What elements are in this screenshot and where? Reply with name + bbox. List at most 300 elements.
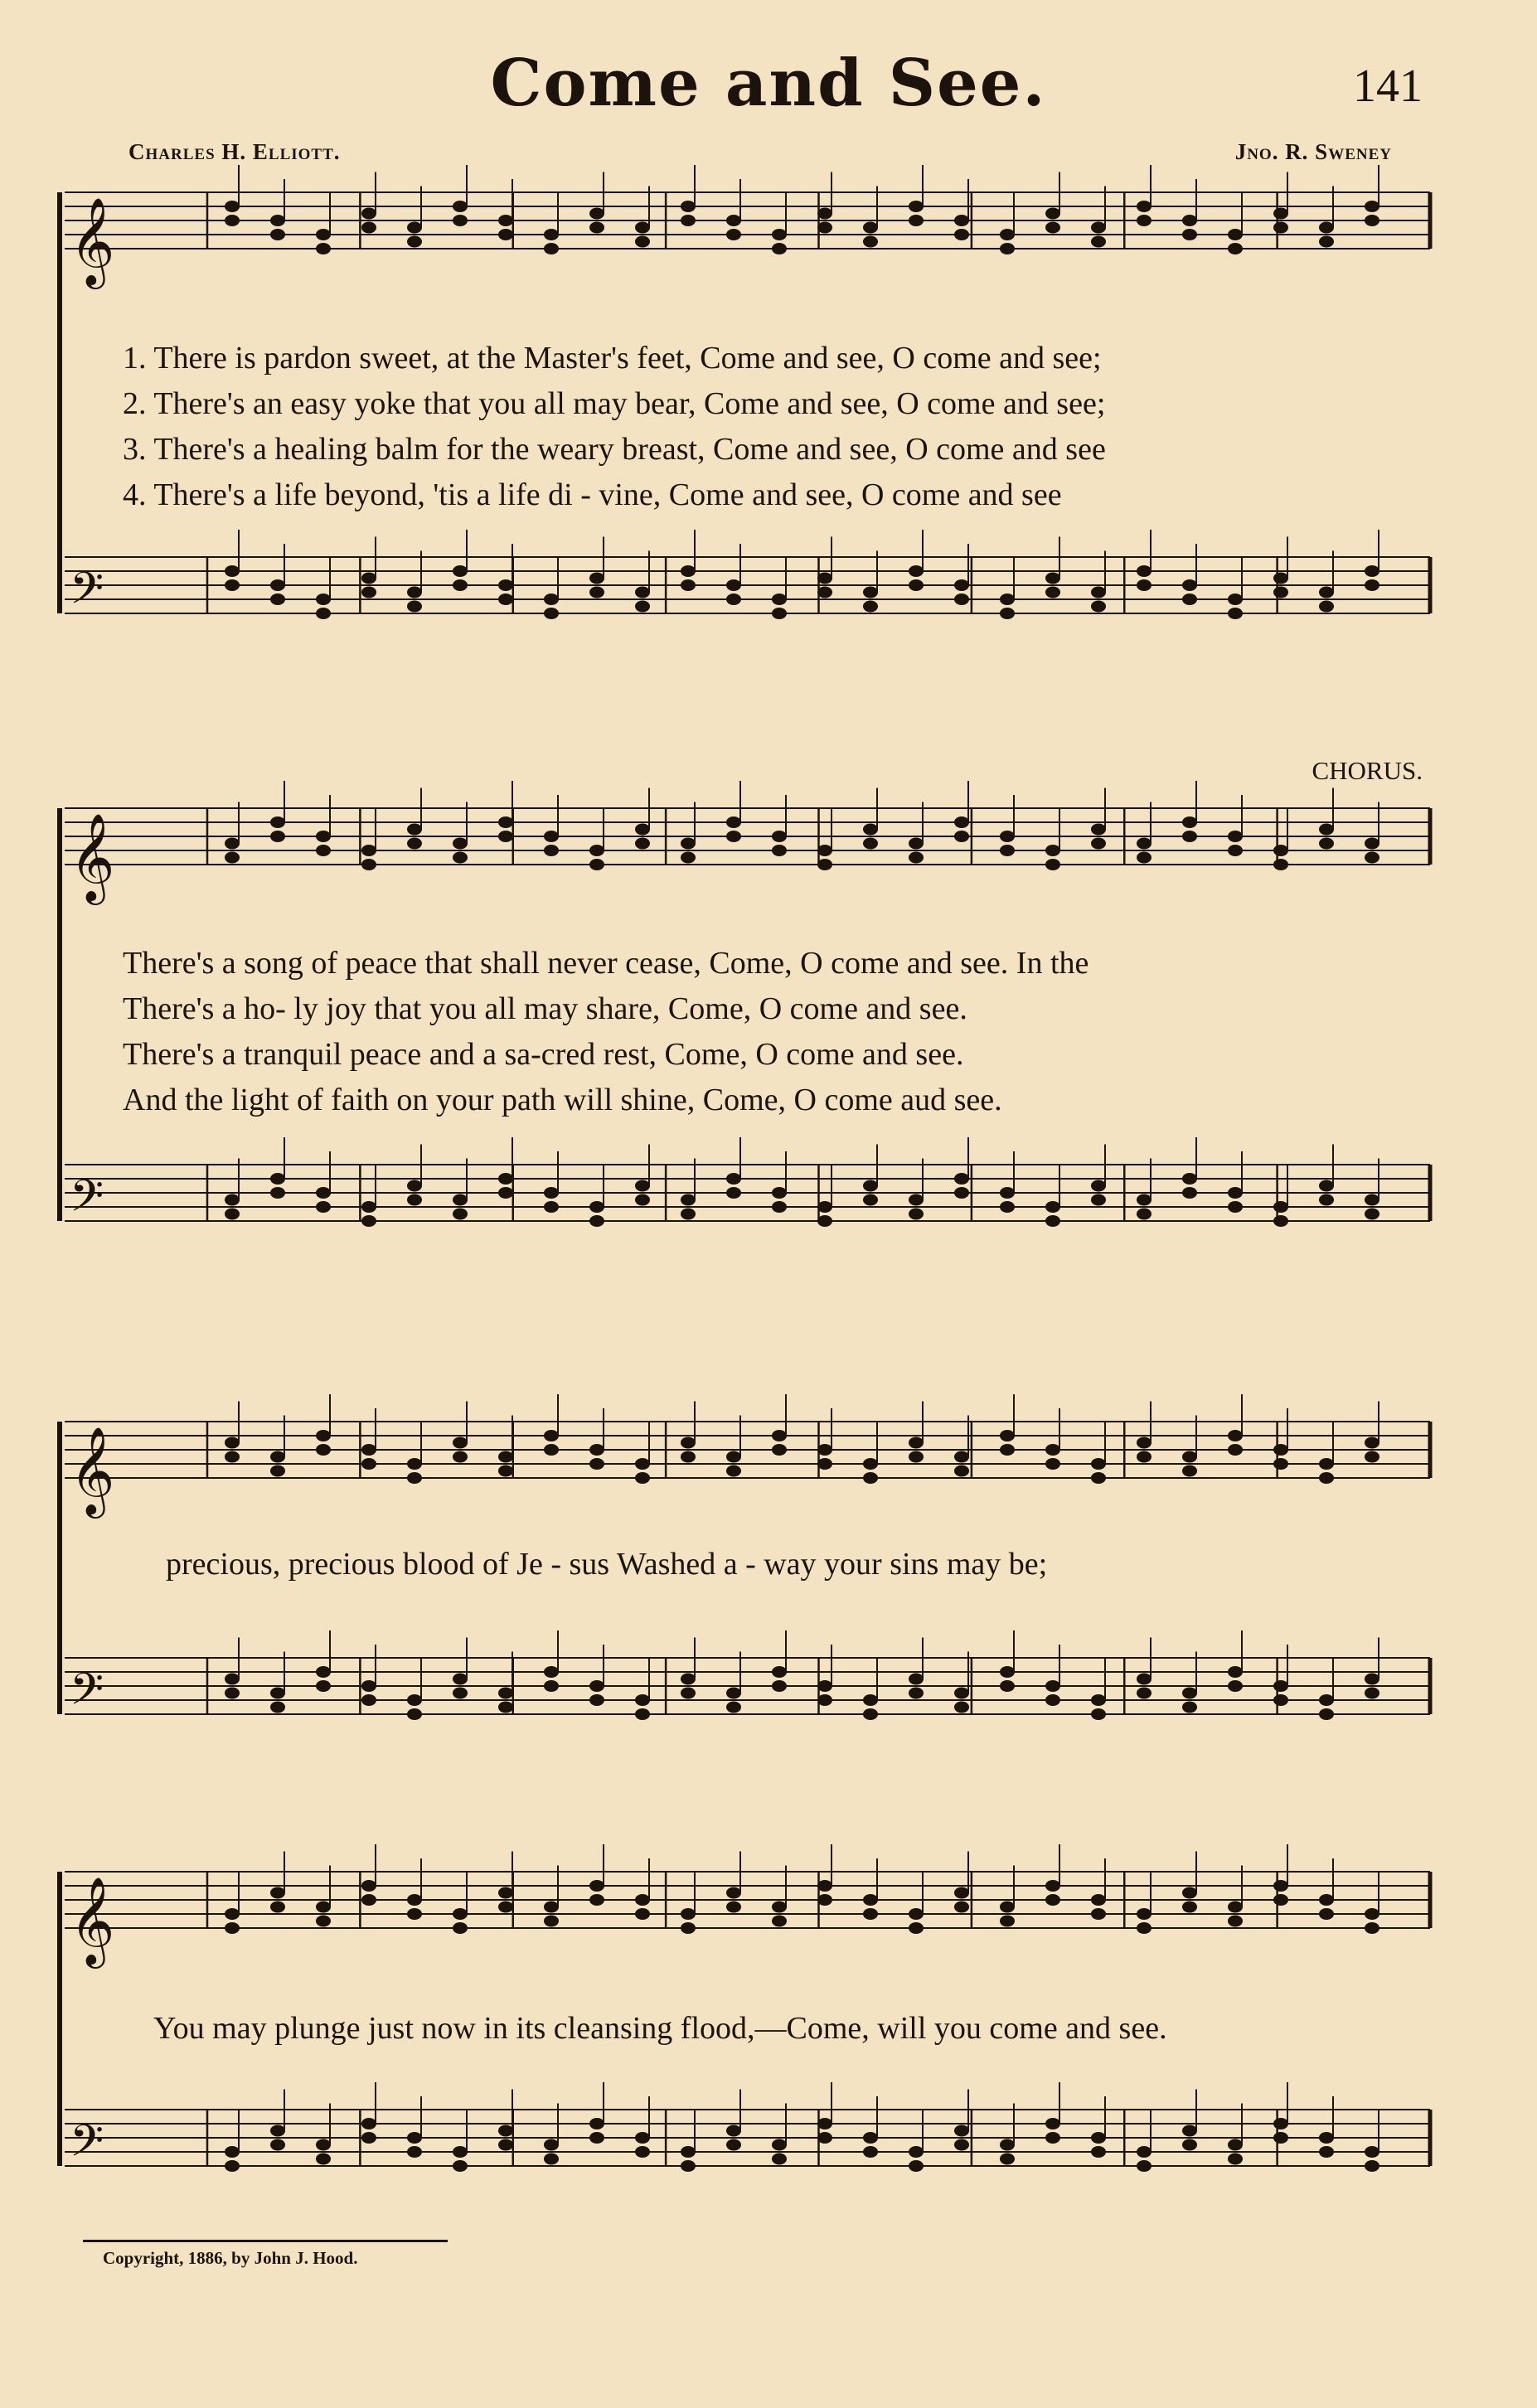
note-head (772, 845, 787, 856)
note-head (361, 1458, 376, 1470)
note-head (863, 587, 878, 598)
note-head (1000, 1444, 1015, 1456)
note-head (1228, 2139, 1243, 2151)
note-head (1137, 838, 1152, 850)
note-head (1319, 2132, 1334, 2144)
note-head (1091, 222, 1106, 234)
note-head (726, 1702, 741, 1713)
note-head (726, 1688, 741, 1699)
note-head (270, 1173, 285, 1185)
note-head (909, 838, 924, 850)
note-head (498, 1902, 513, 1913)
note-head (407, 824, 422, 836)
note-head (909, 1674, 924, 1685)
note-head (1273, 1215, 1288, 1227)
note-head (270, 594, 285, 605)
note-head (1319, 838, 1334, 850)
note-head (635, 601, 650, 613)
note-head (681, 2160, 696, 2172)
note-head (681, 1674, 696, 1685)
note-head (453, 852, 468, 864)
note-head (1273, 1201, 1288, 1213)
note-head (1000, 1430, 1015, 1441)
note-head (681, 565, 696, 577)
note-head (817, 845, 832, 856)
note-head (498, 1887, 513, 1899)
note-head (270, 215, 285, 226)
note-head (726, 1187, 741, 1199)
chorus-line-2: You may plunge just now in its cleansing flood,—Come, will you come and see. (153, 2011, 1167, 2046)
note-head (1091, 1194, 1106, 1206)
note-head (1273, 845, 1288, 856)
note-head (407, 1908, 422, 1920)
note-head (1045, 1894, 1060, 1906)
note-head (316, 243, 331, 254)
note-head (1045, 1880, 1060, 1892)
note-head (270, 579, 285, 591)
note-head (1182, 579, 1197, 591)
note-head (863, 1194, 878, 1206)
note-head (681, 1437, 696, 1449)
note-head (1319, 1694, 1334, 1706)
note-head (909, 201, 924, 212)
note-head (772, 229, 787, 240)
note-head (225, 215, 240, 226)
note-head (1137, 1908, 1152, 1920)
note-head (544, 1444, 559, 1456)
note-head (498, 229, 513, 240)
note-head (589, 1444, 604, 1456)
note-head (225, 1194, 240, 1206)
note-head (1137, 2146, 1152, 2158)
note-head (498, 1702, 513, 1713)
note-head (589, 1458, 604, 1470)
note-head (1273, 222, 1288, 234)
note-head (1182, 1887, 1197, 1899)
note-head (909, 215, 924, 226)
note-head (1365, 579, 1379, 591)
note-head (544, 2139, 559, 2151)
note-head (1228, 1444, 1243, 1456)
note-head (635, 1694, 650, 1706)
note-head (361, 845, 376, 856)
bass-clef-icon: 𝄢 (70, 564, 104, 625)
note-head (817, 208, 832, 220)
note-head (1137, 1209, 1152, 1220)
note-head (1319, 1708, 1334, 1720)
note-head (772, 1201, 787, 1213)
note-head (270, 229, 285, 240)
note-head (453, 2160, 468, 2172)
note-head (270, 1187, 285, 1199)
note-head (1000, 845, 1015, 856)
note-head (1228, 594, 1243, 605)
note-head (453, 1908, 468, 1920)
note-head (361, 1444, 376, 1456)
note-head (681, 1908, 696, 1920)
note-head (681, 852, 696, 864)
note-head (316, 229, 331, 240)
note-head (954, 1887, 969, 1899)
note-head (1182, 229, 1197, 240)
note-head (909, 2160, 924, 2172)
note-head (954, 1702, 969, 1713)
verse-line-1: 1. There is pardon sweet, at the Master's feet, Come and see, O come and see; (123, 341, 1102, 375)
note-head (225, 1908, 240, 1920)
note-head (407, 2146, 422, 2158)
note-head (863, 222, 878, 234)
note-head (726, 1887, 741, 1899)
note-head (1000, 2139, 1015, 2151)
note-head (589, 1880, 604, 1892)
note-head (1228, 229, 1243, 240)
note-head (498, 1451, 513, 1463)
note-head (1365, 1209, 1379, 1220)
note-head (817, 1680, 832, 1692)
note-head (316, 1680, 331, 1692)
note-head (954, 816, 969, 828)
note-head (1045, 587, 1060, 598)
note-head (316, 845, 331, 856)
note-head (681, 1451, 696, 1463)
note-head (1273, 1680, 1288, 1692)
note-head (589, 2118, 604, 2129)
note-head (909, 852, 924, 864)
note-head (909, 1194, 924, 1206)
note-head (772, 1187, 787, 1199)
note-head (681, 579, 696, 591)
note-head (316, 1444, 331, 1456)
note-head (1228, 1902, 1243, 1913)
note-head (1365, 1908, 1379, 1920)
note-head (772, 608, 787, 619)
note-head (1273, 1444, 1288, 1456)
note-head (726, 1173, 741, 1185)
note-head (589, 1215, 604, 1227)
note-head (1137, 1451, 1152, 1463)
note-head (909, 1922, 924, 1934)
note-head (361, 1201, 376, 1213)
note-head (1273, 859, 1288, 870)
note-head (361, 208, 376, 220)
note-head (225, 201, 240, 212)
note-head (772, 1444, 787, 1456)
composer-credit: Jno. R. Sweney (1234, 139, 1392, 164)
chorus-line-1: precious, precious blood of Je - sus Washed a - way your sins may be; (166, 1547, 1048, 1582)
note-head (453, 1437, 468, 1449)
note-head (589, 845, 604, 856)
note-head (1182, 2139, 1197, 2151)
note-head (316, 2154, 331, 2165)
note-head (1045, 208, 1060, 220)
note-head (1273, 208, 1288, 220)
note-head (1319, 1894, 1334, 1906)
verse2-line-4: And the light of faith on your path will shine, Come, O come aud see. (123, 1083, 1002, 1117)
note-head (726, 831, 741, 842)
note-head (544, 594, 559, 605)
note-head (1045, 573, 1060, 584)
note-head (1091, 601, 1106, 613)
note-head (1319, 2146, 1334, 2158)
note-head (635, 236, 650, 248)
note-head (361, 2118, 376, 2129)
note-head (1273, 2118, 1288, 2129)
note-head (498, 594, 513, 605)
note-head (453, 1451, 468, 1463)
note-head (498, 215, 513, 226)
note-head (1045, 1215, 1060, 1227)
note-head (1273, 2132, 1288, 2144)
note-head (316, 2139, 331, 2151)
note-head (544, 608, 559, 619)
note-head (1045, 845, 1060, 856)
hymn-title: Come and See. (490, 46, 1047, 121)
note-head (544, 845, 559, 856)
note-head (544, 1187, 559, 1199)
note-head (589, 1694, 604, 1706)
note-head (498, 2125, 513, 2137)
note-head (316, 594, 331, 605)
note-head (635, 1180, 650, 1192)
note-head (635, 838, 650, 850)
note-head (909, 565, 924, 577)
note-head (270, 1451, 285, 1463)
note-head (1137, 1437, 1152, 1449)
note-head (1182, 215, 1197, 226)
note-head (1273, 1458, 1288, 1470)
note-head (1182, 1173, 1197, 1185)
note-head (954, 229, 969, 240)
note-head (407, 222, 422, 234)
note-head (1045, 1458, 1060, 1470)
note-head (361, 222, 376, 234)
note-head (1228, 608, 1243, 619)
note-head (1273, 1894, 1288, 1906)
note-head (817, 2132, 832, 2144)
note-head (589, 573, 604, 584)
note-head (361, 1680, 376, 1692)
note-head (1137, 852, 1152, 864)
note-head (1000, 1680, 1015, 1692)
note-head (498, 2139, 513, 2151)
note-head (498, 579, 513, 591)
note-head (1137, 2160, 1152, 2172)
note-head (1273, 587, 1288, 598)
note-head (954, 831, 969, 842)
note-head (863, 236, 878, 248)
note-head (1228, 1201, 1243, 1213)
note-head (1091, 2132, 1106, 2144)
note-head (1365, 1674, 1379, 1685)
note-head (1228, 1187, 1243, 1199)
note-head (1319, 222, 1334, 234)
note-head (225, 838, 240, 850)
note-head (1365, 1451, 1379, 1463)
author-credit: Charles H. Elliott. (128, 139, 341, 164)
note-head (1137, 579, 1152, 591)
note-head (1182, 1902, 1197, 1913)
note-head (863, 2132, 878, 2144)
note-head (1228, 1430, 1243, 1441)
note-head (589, 1201, 604, 1213)
note-head (1000, 229, 1015, 240)
note-head (1365, 215, 1379, 226)
note-head (316, 1902, 331, 1913)
note-head (1091, 587, 1106, 598)
note-head (1091, 1180, 1106, 1192)
note-head (726, 594, 741, 605)
note-head (909, 1437, 924, 1449)
note-head (316, 1916, 331, 1927)
note-head (1182, 1702, 1197, 1713)
verse-line-4: 4. There's a life beyond, 'tis a life di - vine, Come and see, O come and see (123, 477, 1062, 512)
note-head (544, 229, 559, 240)
note-head (544, 243, 559, 254)
note-head (407, 2132, 422, 2144)
treble-clef-icon: 𝄞 (70, 196, 115, 285)
note-head (954, 2125, 969, 2137)
note-head (225, 1688, 240, 1699)
note-head (361, 1894, 376, 1906)
note-head (681, 201, 696, 212)
note-head (316, 1201, 331, 1213)
note-head (1182, 2125, 1197, 2137)
note-head (909, 1209, 924, 1220)
note-head (407, 236, 422, 248)
note-head (498, 1187, 513, 1199)
note-head (681, 1688, 696, 1699)
note-head (225, 1437, 240, 1449)
note-head (817, 1694, 832, 1706)
note-head (681, 838, 696, 850)
note-head (635, 1472, 650, 1484)
note-head (407, 838, 422, 850)
note-head (453, 838, 468, 850)
note-head (863, 838, 878, 850)
note-head (1045, 1201, 1060, 1213)
note-head (635, 1708, 650, 1720)
note-head (909, 2146, 924, 2158)
copyright-notice: Copyright, 1886, by John J. Hood. (103, 2248, 358, 2268)
verse-line-2: 2. There's an easy yoke that you all may bear, Come and see, O come and see; (123, 386, 1106, 421)
note-head (1365, 1194, 1379, 1206)
note-head (1365, 565, 1379, 577)
note-head (1091, 1708, 1106, 1720)
note-head (863, 2146, 878, 2158)
note-head (589, 222, 604, 234)
treble-clef-icon: 𝄞 (70, 1876, 115, 1965)
note-head (225, 2160, 240, 2172)
note-head (1182, 1466, 1197, 1477)
note-head (270, 2125, 285, 2137)
note-head (772, 243, 787, 254)
note-head (1365, 838, 1379, 850)
note-head (954, 594, 969, 605)
note-head (817, 222, 832, 234)
note-head (635, 2132, 650, 2144)
note-head (1137, 1674, 1152, 1685)
note-head (544, 1680, 559, 1692)
note-head (1045, 859, 1060, 870)
note-head (1045, 1694, 1060, 1706)
note-head (635, 2146, 650, 2158)
note-head (407, 1194, 422, 1206)
note-head (1319, 1472, 1334, 1484)
note-head (453, 565, 468, 577)
note-head (909, 1688, 924, 1699)
note-head (544, 2154, 559, 2165)
note-head (361, 1694, 376, 1706)
note-head (726, 229, 741, 240)
note-head (772, 1430, 787, 1441)
note-head (1137, 1922, 1152, 1934)
note-head (1000, 1666, 1015, 1678)
note-head (1273, 573, 1288, 584)
footer-rule (83, 2240, 448, 2242)
note-head (589, 208, 604, 220)
note-head (1045, 2118, 1060, 2129)
note-head (909, 1908, 924, 1920)
note-head (817, 573, 832, 584)
note-head (453, 1209, 468, 1220)
note-head (1228, 1666, 1243, 1678)
note-head (316, 831, 331, 842)
note-head (1137, 1688, 1152, 1699)
note-head (225, 565, 240, 577)
note-head (407, 601, 422, 613)
note-head (635, 1894, 650, 1906)
note-head (1182, 1187, 1197, 1199)
verse-line-3: 3. There's a healing balm for the weary breast, Come and see, O come and see (123, 432, 1106, 467)
note-head (863, 1472, 878, 1484)
note-head (1182, 816, 1197, 828)
note-head (270, 1887, 285, 1899)
note-head (225, 1674, 240, 1685)
note-head (772, 2139, 787, 2151)
verse2-line-3: There's a tranquil peace and a sa-cred rest, Come, O come and see. (123, 1037, 964, 1072)
note-head (544, 1430, 559, 1441)
note-head (635, 824, 650, 836)
note-head (681, 215, 696, 226)
note-head (681, 1209, 696, 1220)
note-head (225, 579, 240, 591)
note-head (1137, 215, 1152, 226)
note-head (225, 1209, 240, 1220)
note-head (1228, 1680, 1243, 1692)
note-head (681, 2146, 696, 2158)
note-head (1319, 236, 1334, 248)
note-head (954, 1902, 969, 1913)
note-head (225, 2146, 240, 2158)
note-head (726, 2125, 741, 2137)
note-head (270, 2139, 285, 2151)
note-head (772, 1666, 787, 1678)
note-head (498, 1173, 513, 1185)
note-head (225, 1922, 240, 1934)
note-head (1091, 236, 1106, 248)
note-head (1228, 831, 1243, 842)
note-head (772, 1916, 787, 1927)
note-head (1319, 1194, 1334, 1206)
note-head (954, 215, 969, 226)
note-head (1365, 1437, 1379, 1449)
note-head (863, 1908, 878, 1920)
note-head (817, 1458, 832, 1470)
note-head (726, 1902, 741, 1913)
note-head (1319, 601, 1334, 613)
note-head (954, 1187, 969, 1199)
note-head (407, 1458, 422, 1470)
